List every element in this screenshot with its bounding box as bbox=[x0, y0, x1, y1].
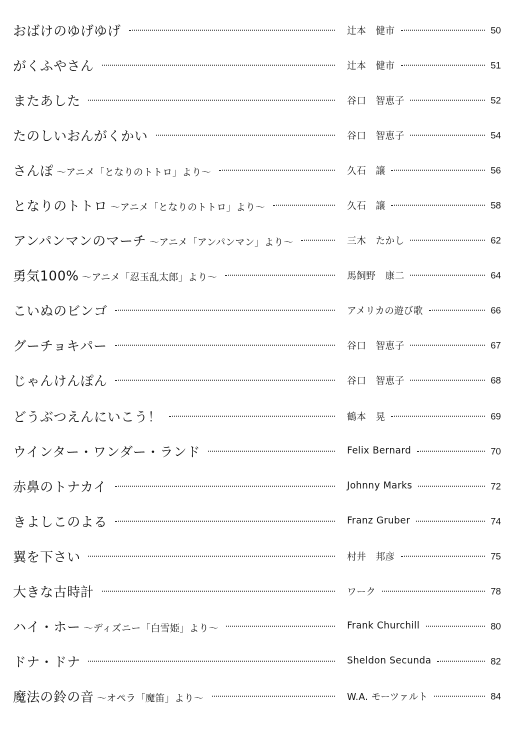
toc-title-group bbox=[13, 652, 80, 671]
composer-name: Frank Churchill bbox=[347, 620, 420, 632]
leader-dots bbox=[212, 696, 335, 697]
leader-dots bbox=[102, 64, 335, 65]
composer-name: 谷口 智恵子 bbox=[347, 95, 405, 107]
page-number: 82 bbox=[490, 655, 501, 667]
page-number: 58 bbox=[490, 199, 501, 211]
leader-dots bbox=[391, 205, 484, 206]
toc-entry bbox=[0, 538, 513, 573]
composer-name: Johnny Marks bbox=[347, 480, 413, 492]
toc-entry bbox=[0, 328, 513, 363]
song-subtitle: ～アニメ「となりのトトロ」より～ bbox=[110, 202, 266, 214]
leader-dots bbox=[88, 556, 335, 557]
toc-entry bbox=[0, 503, 513, 538]
composer-name: W.A. モーツァルト bbox=[347, 692, 428, 704]
page-number: 54 bbox=[490, 129, 501, 141]
toc-title-group bbox=[13, 336, 107, 355]
leader-dots bbox=[416, 521, 484, 522]
composer-name: 村井 邦彦 bbox=[347, 551, 395, 563]
song-title: グーチョキパー bbox=[13, 339, 108, 355]
song-title: じゃんけんぽん bbox=[13, 374, 108, 390]
leader-dots bbox=[156, 135, 335, 136]
toc-title-group bbox=[13, 582, 94, 601]
composer-name: 谷口 智恵子 bbox=[347, 376, 405, 388]
page-number: 51 bbox=[490, 59, 501, 71]
leader-dots bbox=[219, 170, 335, 171]
leader-dots bbox=[410, 99, 484, 100]
toc-title-group bbox=[13, 301, 107, 320]
page-number: 62 bbox=[490, 234, 501, 246]
toc-entry bbox=[0, 47, 513, 82]
toc-entry bbox=[0, 82, 513, 117]
song-title: ドナ・ドナ bbox=[13, 655, 81, 671]
toc-title-group bbox=[13, 20, 121, 39]
leader-dots bbox=[417, 450, 484, 451]
song-title: きよしこのよる bbox=[13, 515, 108, 531]
leader-dots bbox=[426, 626, 485, 627]
leader-dots bbox=[410, 345, 484, 346]
table-of-contents bbox=[0, 12, 513, 714]
composer-name: 久石 譲 bbox=[347, 201, 386, 213]
leader-dots bbox=[115, 486, 335, 487]
song-title: またあした bbox=[13, 94, 81, 110]
song-title: となりのトトロ bbox=[13, 199, 108, 215]
composer-name: 辻本 健市 bbox=[347, 25, 395, 37]
toc-entry bbox=[0, 293, 513, 328]
leader-dots bbox=[301, 240, 335, 241]
leader-dots bbox=[273, 205, 335, 206]
toc-entry bbox=[0, 117, 513, 152]
leader-dots bbox=[401, 29, 485, 30]
leader-dots bbox=[115, 345, 335, 346]
toc-title-group bbox=[13, 90, 80, 109]
leader-dots bbox=[226, 626, 335, 627]
toc-title-group bbox=[13, 160, 211, 179]
composer-name: Sheldon Secunda bbox=[347, 655, 432, 667]
toc-title-group bbox=[13, 231, 293, 250]
composer-name: 三木 たかし bbox=[347, 236, 405, 248]
song-subtitle: ～アニメ「となりのトトロ」より～ bbox=[56, 167, 212, 179]
leader-dots bbox=[401, 556, 485, 557]
toc-title-group bbox=[13, 196, 265, 215]
toc-title-group bbox=[13, 266, 217, 285]
page-number: 70 bbox=[490, 445, 501, 457]
page-number: 84 bbox=[490, 690, 501, 702]
toc-title-group bbox=[13, 687, 204, 706]
composer-name: 久石 譲 bbox=[347, 165, 386, 177]
toc-title-group bbox=[13, 406, 161, 425]
toc-title-group bbox=[13, 617, 218, 636]
toc-title-group bbox=[13, 55, 94, 74]
song-title: ウインター・ワンダー・ランド bbox=[13, 445, 201, 461]
composer-name: 馬飼野 康二 bbox=[347, 271, 405, 283]
page-number: 78 bbox=[490, 585, 501, 597]
page-number: 75 bbox=[490, 550, 501, 562]
song-title: さんぽ bbox=[13, 164, 54, 180]
leader-dots bbox=[410, 275, 484, 276]
page-number: 68 bbox=[490, 374, 501, 386]
song-title: がくふやさん bbox=[13, 59, 94, 75]
leader-dots bbox=[401, 64, 485, 65]
song-title: アンパンマンのマーチ bbox=[13, 234, 147, 250]
page-number: 72 bbox=[490, 480, 501, 492]
toc-title-group bbox=[13, 441, 200, 460]
page-number: 50 bbox=[490, 24, 501, 36]
leader-dots bbox=[410, 135, 484, 136]
toc-title-group bbox=[13, 125, 148, 144]
leader-dots bbox=[88, 99, 335, 100]
toc-entry bbox=[0, 433, 513, 468]
toc-entry bbox=[0, 363, 513, 398]
leader-dots bbox=[429, 310, 485, 311]
toc-title-group bbox=[13, 371, 107, 390]
leader-dots bbox=[382, 591, 485, 592]
toc-entry bbox=[0, 679, 513, 714]
leader-dots bbox=[208, 450, 335, 451]
toc-title-group bbox=[13, 546, 80, 565]
leader-dots bbox=[169, 415, 335, 416]
toc-entry bbox=[0, 258, 513, 293]
composer-name: 辻本 健市 bbox=[347, 60, 395, 72]
leader-dots bbox=[437, 661, 484, 662]
composer-name: 谷口 智恵子 bbox=[347, 130, 405, 142]
leader-dots bbox=[418, 486, 484, 487]
song-title: どうぶつえんにいこう！ bbox=[13, 410, 162, 426]
song-title: こいぬのビンゴ bbox=[13, 304, 108, 320]
page-number: 64 bbox=[490, 269, 501, 281]
page-number: 69 bbox=[490, 410, 501, 422]
toc-entry bbox=[0, 644, 513, 679]
toc-entry bbox=[0, 468, 513, 503]
page-number: 66 bbox=[490, 304, 501, 316]
leader-dots bbox=[115, 521, 335, 522]
song-title: 翼を下さい bbox=[13, 550, 81, 566]
song-title: 勇気100% bbox=[13, 269, 79, 285]
song-subtitle: ～オペラ「魔笛」より～ bbox=[96, 693, 204, 705]
toc-title-group bbox=[13, 476, 107, 495]
composer-name: ワーク bbox=[347, 587, 376, 599]
leader-dots bbox=[410, 240, 484, 241]
page-number: 80 bbox=[490, 620, 501, 632]
composer-name: Felix Bernard bbox=[347, 445, 412, 457]
song-title: ハイ・ホー bbox=[13, 620, 81, 636]
leader-dots bbox=[115, 380, 335, 381]
leader-dots bbox=[434, 696, 485, 697]
toc-entry bbox=[0, 574, 513, 609]
toc-entry bbox=[0, 12, 513, 47]
toc-entry bbox=[0, 609, 513, 644]
leader-dots bbox=[115, 310, 335, 311]
song-subtitle: ～アニメ「忍玉乱太郎」より～ bbox=[81, 272, 218, 284]
song-subtitle: ～アニメ「アンパンマン」より～ bbox=[149, 237, 294, 249]
song-title: おばけのゆげゆげ bbox=[13, 24, 121, 40]
composer-name: 谷口 智恵子 bbox=[347, 341, 405, 353]
song-subtitle: ～ディズニー「白雪姫」より～ bbox=[83, 623, 219, 635]
page-number: 67 bbox=[490, 339, 501, 351]
toc-entry bbox=[0, 152, 513, 187]
toc-title-group bbox=[13, 511, 107, 530]
leader-dots bbox=[88, 661, 335, 662]
song-title: 大きな古時計 bbox=[13, 585, 94, 601]
page-number: 74 bbox=[490, 515, 501, 527]
composer-name: 鶴本 晃 bbox=[347, 411, 386, 423]
leader-dots bbox=[129, 29, 335, 30]
page-number: 56 bbox=[490, 164, 501, 176]
song-title: 赤鼻のトナカイ bbox=[13, 480, 107, 496]
leader-dots bbox=[391, 170, 484, 171]
song-title: たのしいおんがくかい bbox=[13, 129, 148, 145]
composer-name: Franz Gruber bbox=[347, 515, 411, 527]
leader-dots bbox=[391, 415, 484, 416]
toc-entry bbox=[0, 187, 513, 222]
toc-entry bbox=[0, 398, 513, 433]
leader-dots bbox=[102, 591, 335, 592]
page-number: 52 bbox=[490, 94, 501, 106]
leader-dots bbox=[410, 380, 484, 381]
song-title: 魔法の鈴の音 bbox=[13, 690, 94, 706]
composer-name: アメリカの遊び歌 bbox=[347, 306, 423, 318]
leader-dots bbox=[225, 275, 335, 276]
toc-entry bbox=[0, 223, 513, 258]
